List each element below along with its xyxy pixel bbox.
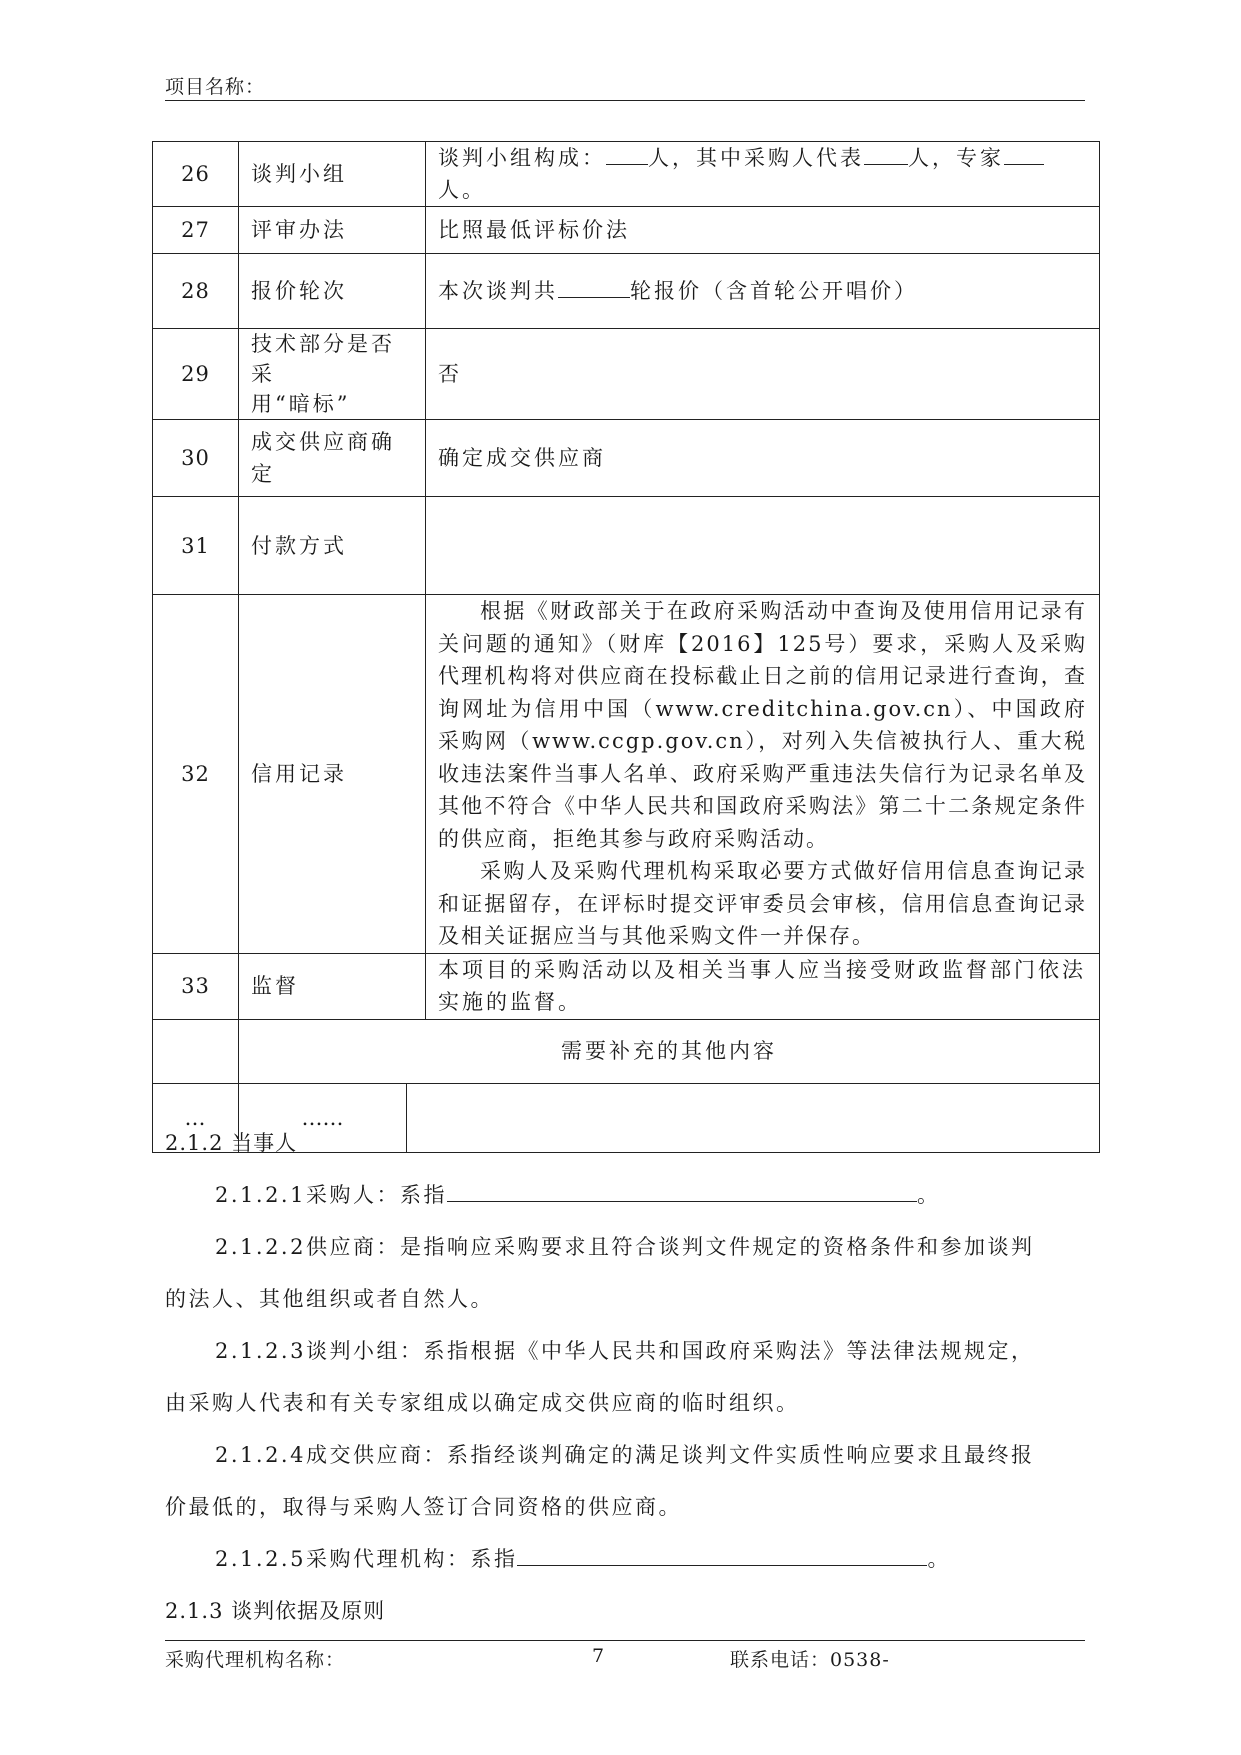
- clause-2-1-2-1: 2.1.2.1采购人：系指 。: [165, 1169, 1085, 1221]
- row-item: 评审办法: [239, 207, 426, 254]
- clause-2-1-2-4: 2.1.2.4成交供应商：系指经谈判确定的满足谈判文件实质性响应要求且最终报: [215, 1443, 1035, 1467]
- row-item: 监督: [239, 953, 426, 1019]
- row-content: 比照最低评标价法: [426, 207, 1100, 254]
- clause-2-1-2-4-cont: 价最低的，取得与采购人签订合同资格的供应商。: [165, 1495, 682, 1519]
- table-row: [153, 329, 1100, 420]
- clause-2-1-2-2: 2.1.2.2供应商：是指响应采购要求且符合谈判文件规定的资格条件和参加谈判: [215, 1235, 1035, 1259]
- clause-2-1-2-5: 2.1.2.5采购代理机构：系指 。: [165, 1533, 1085, 1585]
- row-number: 32: [153, 595, 239, 954]
- row-content: 本次谈判共 轮报价（含首轮公开唱价）: [426, 254, 1100, 329]
- section-2-1-2-heading: 2.1.2 当事人: [165, 1131, 298, 1155]
- page-number: 7: [592, 1645, 606, 1667]
- credit-paragraph-2: 采购人及采购代理机构采取必要方式做好信用信息查询记录和证据留存，在评标时提交评审委员会审核，信用信息查询记录及相关证据应当与其他采购文件一并保存。: [438, 859, 1087, 948]
- supplement-empty-cell: [153, 1019, 239, 1083]
- row-number: 28: [153, 254, 239, 329]
- row-content: [426, 497, 1100, 595]
- row-item: 信用记录: [239, 595, 426, 954]
- row-number: 27: [153, 207, 239, 254]
- section-body: [165, 1117, 1085, 1637]
- clause-2-1-2-2-cont: 的法人、其他组织或者自然人。: [165, 1287, 494, 1311]
- row-item: 技术部分是否采 用“暗标”: [239, 329, 426, 420]
- row-item: 谈判小组: [239, 142, 426, 207]
- agency-name-label: 采购代理机构名称：: [165, 1649, 346, 1671]
- ellipsis-number: …: [153, 1083, 239, 1152]
- footer-rule: [165, 1640, 1085, 1641]
- row-content: 本项目的采购活动以及相关当事人应当接受财政监督部门依法实施的监督。: [426, 953, 1100, 1019]
- row-content: 否: [426, 329, 1100, 420]
- section-2-1-3-heading: 2.1.3 谈判依据及原则: [165, 1599, 386, 1623]
- project-name-label: 项目名称：: [165, 76, 266, 98]
- table-row: [153, 207, 1100, 254]
- header-rule: [165, 100, 1085, 101]
- row-number: 33: [153, 953, 239, 1019]
- row-number: 30: [153, 420, 239, 497]
- agency-fill-line: [517, 1543, 927, 1566]
- row-number: 31: [153, 497, 239, 595]
- clause-2-1-2-3: 2.1.2.3谈判小组：系指根据《中华人民共和国政府采购法》等法律法规规定，: [215, 1339, 1035, 1363]
- table-row: [153, 420, 1100, 497]
- row-content: 确定成交供应商: [426, 420, 1100, 497]
- credit-paragraph-1: 根据《财政部关于在政府采购活动中查询及使用信用记录有关问题的通知》（财库【2016】125号）要求，采购人及采购代理机构将对供应商在投标截止日之前的信用记录进行查询，查询网址为信用中国（www.creditchina.gov.cn）、中国政府采购网（www.ccgp.gov.cn），对列入失信被执行人、重大税收违法案件当事人名单、政府采购严重违法失信行为记录名单及其他不符合《中华人民共和国政府采购法》第二十二条规定条件的供应商，拒绝其参与政府采购活动。: [438, 599, 1087, 851]
- procurement-table: [152, 141, 1100, 1153]
- row-content: 谈判小组构成： 人，其中采购人代表 人，专家人。: [426, 142, 1100, 207]
- table-row: [153, 595, 1100, 954]
- row-content: [426, 595, 1100, 954]
- row-number: 29: [153, 329, 239, 420]
- row-item: 成交供应商确定: [239, 420, 426, 497]
- table-row: [153, 953, 1100, 1019]
- table-row: [153, 497, 1100, 595]
- purchaser-fill-line: [447, 1179, 917, 1202]
- clause-2-1-2-3-cont: 由采购人代表和有关专家组成以确定成交供应商的临时组织。: [165, 1391, 800, 1415]
- row-item: 付款方式: [239, 497, 426, 595]
- supplement-header-row: [153, 1019, 1100, 1083]
- phone-label: 联系电话：0538-: [730, 1649, 890, 1671]
- table-row: [153, 142, 1100, 207]
- row-item: 报价轮次: [239, 254, 426, 329]
- row-number: 26: [153, 142, 239, 207]
- supplement-header: 需要补充的其他内容: [239, 1019, 1100, 1083]
- ellipsis-item: ……: [239, 1083, 407, 1152]
- table-row: [153, 254, 1100, 329]
